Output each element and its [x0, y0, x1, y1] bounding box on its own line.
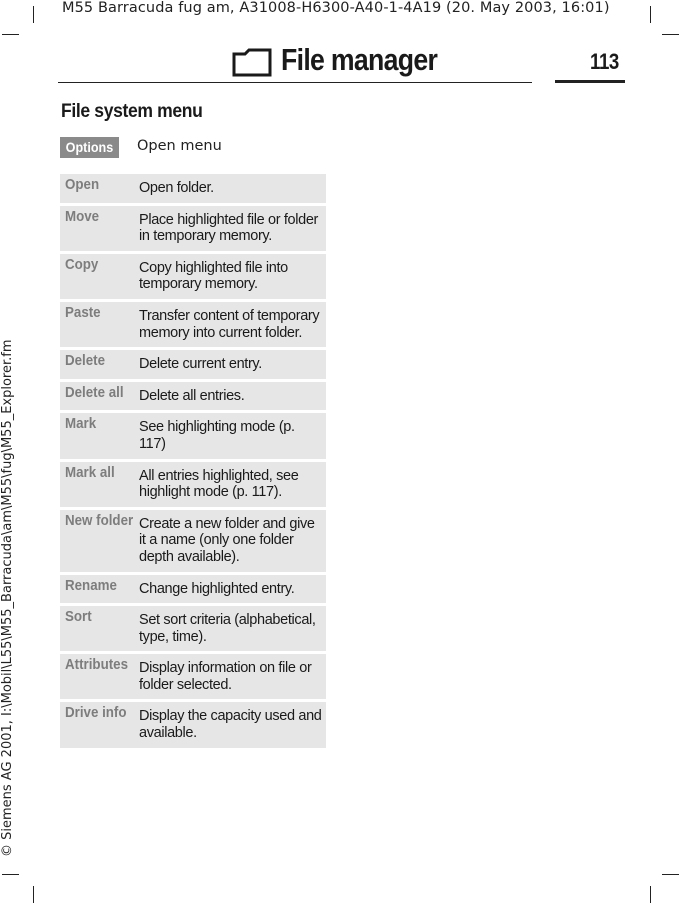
menu-label: Delete all [65, 384, 124, 401]
menu-label: Rename [65, 577, 117, 594]
title-rule [58, 82, 532, 83]
crop-mark [650, 886, 651, 903]
menu-label: Delete [65, 353, 106, 370]
menu-label: Sort [65, 609, 92, 626]
chapter-title: File manager [281, 42, 438, 77]
crop-mark [2, 874, 19, 875]
chapter-title-bar [58, 40, 625, 84]
softkey-description: Open menu [137, 138, 222, 154]
menu-description: Create a new folder and give it a name (only one folder depth available). [139, 515, 315, 565]
options-softkey[interactable] [60, 137, 119, 158]
menu-label: Copy [65, 256, 99, 273]
crop-mark [662, 34, 679, 35]
menu-label: Move [65, 208, 100, 225]
menu-row [60, 462, 326, 507]
menu-description: All entries highlighted, see highlight mode (p. 117). [139, 467, 299, 501]
menu-description: Set sort criteria (alphabetical, type, time). [139, 612, 316, 645]
crop-mark [650, 6, 651, 23]
menu-label: Drive info [65, 705, 127, 722]
menu-description: Delete current entry. [139, 356, 262, 373]
menu-description: Change highlighted entry. [139, 580, 295, 597]
menu-row [60, 702, 326, 747]
menu-description: Place highlighted file or folder in temporary memory. [139, 211, 319, 245]
crop-mark [2, 34, 19, 35]
menu-row [60, 254, 326, 299]
crop-mark [33, 6, 34, 23]
running-header: M55 Barracuda fug am, A31008-H6300-A40-1-4A19 (20. May 2003, 16:01) [62, 0, 610, 16]
section-heading: File system menu [61, 100, 203, 122]
file-manager-icon [231, 48, 273, 78]
menu-row [60, 606, 326, 651]
page-number: 113 [590, 49, 619, 74]
menu-label: Mark [65, 416, 97, 433]
menu-row [60, 510, 326, 572]
menu-row [60, 575, 326, 604]
menu-description: Display information on file or folder selected. [139, 660, 312, 693]
menu-description: Transfer content of temporary memory into current folder. [139, 307, 320, 341]
menu-description: Open folder. [139, 180, 214, 196]
menu-label: Attributes [65, 657, 129, 674]
menu-row [60, 206, 326, 251]
menu-row [60, 174, 326, 203]
menu-description: See highlighting mode (p. 117) [139, 419, 295, 452]
menu-row [60, 382, 326, 411]
menu-label: Paste [65, 304, 101, 321]
crop-mark [662, 874, 679, 875]
menu-description: Delete all entries. [139, 387, 245, 404]
menu-label: Mark all [65, 464, 115, 481]
menu-row [60, 302, 326, 347]
menu-description: Copy highlighted file into temporary memory. [139, 259, 288, 293]
options-softkey-label: Options [65, 139, 114, 155]
menu-description: Display the capacity used and available. [139, 708, 322, 742]
menu-label: Open [65, 177, 100, 193]
menu-table [60, 174, 326, 751]
page-number-rule [555, 80, 625, 83]
menu-row [60, 350, 326, 379]
menu-label: New folder [65, 512, 134, 529]
copyright-side-note: © Siemens AG 2001, I:\Mobil\L55\M55_Barracuda\am\M55\fug\M55_Explorer.fm [0, 339, 15, 857]
crop-mark [33, 886, 34, 903]
menu-row [60, 654, 326, 699]
menu-row [60, 413, 326, 458]
